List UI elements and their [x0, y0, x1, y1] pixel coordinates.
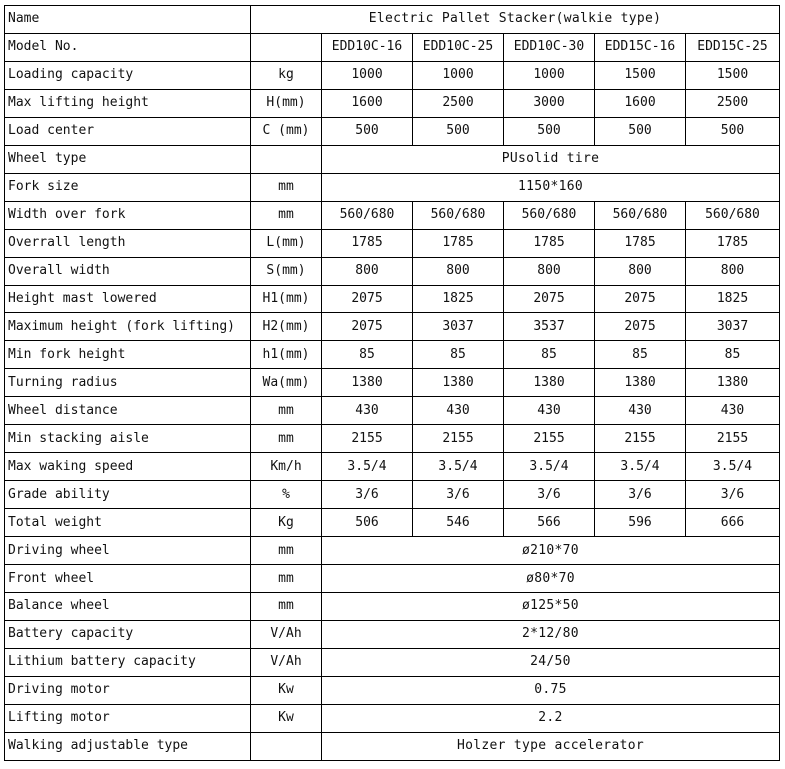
- spec-label: Wheel distance: [5, 397, 251, 425]
- spec-row: [5, 173, 780, 201]
- spec-label: Height mast lowered: [5, 285, 251, 313]
- spec-row: [5, 229, 780, 257]
- spec-row: [5, 593, 780, 621]
- spec-unit: mm: [251, 593, 322, 621]
- spec-unit: Kg: [251, 509, 322, 537]
- model-label: Model No.: [5, 33, 251, 61]
- spec-label: Turning radius: [5, 369, 251, 397]
- spec-value: 1380: [322, 369, 413, 397]
- spec-value: 3000: [504, 89, 595, 117]
- spec-unit: V/Ah: [251, 648, 322, 676]
- spec-value: 85: [595, 341, 686, 369]
- spec-value: 800: [504, 257, 595, 285]
- spec-unit: Kw: [251, 704, 322, 732]
- spec-label: Wheel type: [5, 145, 251, 173]
- spec-label: Walking adjustable type: [5, 732, 251, 760]
- spec-row: [5, 620, 780, 648]
- spec-value: 596: [595, 509, 686, 537]
- spec-value: 3/6: [504, 481, 595, 509]
- spec-label: Min fork height: [5, 341, 251, 369]
- spec-value: 1380: [504, 369, 595, 397]
- spec-value-span: ø80*70: [322, 565, 780, 593]
- spec-value: 1825: [413, 285, 504, 313]
- spec-label: Fork size: [5, 173, 251, 201]
- spec-label: Lithium battery capacity: [5, 648, 251, 676]
- spec-label: Load center: [5, 117, 251, 145]
- spec-label: Battery capacity: [5, 620, 251, 648]
- spec-value: 3.5/4: [413, 453, 504, 481]
- model-name: EDD15C-16: [595, 33, 686, 61]
- spec-value-span: ø210*70: [322, 537, 780, 565]
- spec-value: 1825: [686, 285, 780, 313]
- spec-value-span: 0.75: [322, 676, 780, 704]
- spec-unit: mm: [251, 537, 322, 565]
- spec-value: 500: [686, 117, 780, 145]
- spec-value: 560/680: [595, 201, 686, 229]
- spec-label: Balance wheel: [5, 593, 251, 621]
- spec-value: 560/680: [413, 201, 504, 229]
- model-unit-cell: [251, 33, 322, 61]
- spec-unit: mm: [251, 173, 322, 201]
- spec-value: 800: [595, 257, 686, 285]
- spec-value: 500: [595, 117, 686, 145]
- spec-value: 85: [504, 341, 595, 369]
- spec-row: [5, 369, 780, 397]
- spec-value-span: 1150*160: [322, 173, 780, 201]
- spec-unit: mm: [251, 565, 322, 593]
- spec-unit: mm: [251, 397, 322, 425]
- spec-row: [5, 61, 780, 89]
- spec-value: 1785: [413, 229, 504, 257]
- spec-value: 3537: [504, 313, 595, 341]
- spec-unit: H2(mm): [251, 313, 322, 341]
- spec-unit: H1(mm): [251, 285, 322, 313]
- spec-value: 1785: [504, 229, 595, 257]
- spec-value: 3.5/4: [504, 453, 595, 481]
- spec-row: [5, 425, 780, 453]
- spec-value: 560/680: [504, 201, 595, 229]
- spec-value: 1785: [322, 229, 413, 257]
- spec-unit: mm: [251, 425, 322, 453]
- spec-value: 430: [686, 397, 780, 425]
- spec-row: [5, 257, 780, 285]
- spec-value: 2155: [413, 425, 504, 453]
- spec-unit: [251, 145, 322, 173]
- spec-value: 1380: [595, 369, 686, 397]
- spec-label: Lifting motor: [5, 704, 251, 732]
- spec-value: 800: [322, 257, 413, 285]
- model-name: EDD10C-30: [504, 33, 595, 61]
- spec-value-span: 2*12/80: [322, 620, 780, 648]
- spec-value: 506: [322, 509, 413, 537]
- spec-value: 2500: [413, 89, 504, 117]
- header-row-models: [5, 33, 780, 61]
- spec-value: 500: [322, 117, 413, 145]
- spec-value: 430: [413, 397, 504, 425]
- spec-value-span: Holzer type accelerator: [322, 732, 780, 760]
- spec-value: 430: [595, 397, 686, 425]
- spec-value: 3037: [686, 313, 780, 341]
- spec-value: 560/680: [686, 201, 780, 229]
- spec-value: 800: [413, 257, 504, 285]
- spec-value: 1600: [595, 89, 686, 117]
- spec-label: Maximum height (fork lifting): [5, 313, 251, 341]
- spec-row: [5, 285, 780, 313]
- spec-value: 1000: [413, 61, 504, 89]
- spec-value: 2075: [322, 313, 413, 341]
- spec-value: 2155: [322, 425, 413, 453]
- spec-unit: Kw: [251, 676, 322, 704]
- spec-value: 2075: [504, 285, 595, 313]
- spec-row: [5, 565, 780, 593]
- spec-value: 3.5/4: [686, 453, 780, 481]
- spec-label: Max lifting height: [5, 89, 251, 117]
- spec-label: Overrall length: [5, 229, 251, 257]
- spec-value: 1500: [595, 61, 686, 89]
- model-name: EDD15C-25: [686, 33, 780, 61]
- spec-unit: %: [251, 481, 322, 509]
- spec-row: [5, 453, 780, 481]
- spec-value: 560/680: [322, 201, 413, 229]
- spec-row: [5, 732, 780, 760]
- spec-row: [5, 201, 780, 229]
- spec-value: 3.5/4: [322, 453, 413, 481]
- spec-value-span: ø125*50: [322, 593, 780, 621]
- spec-value: 1600: [322, 89, 413, 117]
- spec-unit: Wa(mm): [251, 369, 322, 397]
- spec-row: [5, 341, 780, 369]
- spec-row: [5, 117, 780, 145]
- spec-row: [5, 145, 780, 173]
- spec-label: Loading capacity: [5, 61, 251, 89]
- spec-value: 3/6: [413, 481, 504, 509]
- name-label: Name: [5, 6, 251, 34]
- spec-value: 430: [322, 397, 413, 425]
- spec-value: 566: [504, 509, 595, 537]
- model-name: EDD10C-25: [413, 33, 504, 61]
- spec-value: 2155: [686, 425, 780, 453]
- spec-unit: mm: [251, 201, 322, 229]
- spec-value-span: 24/50: [322, 648, 780, 676]
- spec-label: Front wheel: [5, 565, 251, 593]
- header-row-name: [5, 6, 780, 34]
- model-name: EDD10C-16: [322, 33, 413, 61]
- spec-value: 1380: [413, 369, 504, 397]
- spec-unit: L(mm): [251, 229, 322, 257]
- spec-value: 1380: [686, 369, 780, 397]
- spec-table: [4, 5, 780, 761]
- spec-unit: V/Ah: [251, 620, 322, 648]
- spec-value: 800: [686, 257, 780, 285]
- spec-value: 1000: [504, 61, 595, 89]
- product-name: Electric Pallet Stacker(walkie type): [251, 6, 780, 34]
- spec-label: Grade ability: [5, 481, 251, 509]
- spec-value: 1785: [686, 229, 780, 257]
- spec-row: [5, 704, 780, 732]
- spec-unit: [251, 732, 322, 760]
- spec-row: [5, 509, 780, 537]
- spec-value: 85: [686, 341, 780, 369]
- spec-unit: C (mm): [251, 117, 322, 145]
- spec-unit: S(mm): [251, 257, 322, 285]
- spec-value-span: PUsolid tire: [322, 145, 780, 173]
- spec-value: 1500: [686, 61, 780, 89]
- spec-row: [5, 89, 780, 117]
- spec-value: 2155: [504, 425, 595, 453]
- spec-unit: Km/h: [251, 453, 322, 481]
- spec-unit: h1(mm): [251, 341, 322, 369]
- spec-value: 2075: [322, 285, 413, 313]
- spec-row: [5, 313, 780, 341]
- spec-value: 3.5/4: [595, 453, 686, 481]
- spec-row: [5, 397, 780, 425]
- spec-label: Width over fork: [5, 201, 251, 229]
- spec-value: 500: [504, 117, 595, 145]
- spec-label: Overall width: [5, 257, 251, 285]
- spec-unit: H(mm): [251, 89, 322, 117]
- spec-value-span: 2.2: [322, 704, 780, 732]
- spec-row: [5, 481, 780, 509]
- spec-value: 1000: [322, 61, 413, 89]
- spec-value: 85: [322, 341, 413, 369]
- spec-value: 2075: [595, 313, 686, 341]
- spec-table-body: [5, 6, 780, 761]
- spec-row: [5, 676, 780, 704]
- spec-value: 2075: [595, 285, 686, 313]
- spec-value: 430: [504, 397, 595, 425]
- spec-value: 666: [686, 509, 780, 537]
- spec-value: 2500: [686, 89, 780, 117]
- spec-label: Driving motor: [5, 676, 251, 704]
- spec-label: Driving wheel: [5, 537, 251, 565]
- spec-label: Total weight: [5, 509, 251, 537]
- spec-row: [5, 537, 780, 565]
- spec-label: Min stacking aisle: [5, 425, 251, 453]
- spec-unit: kg: [251, 61, 322, 89]
- spec-value: 3/6: [595, 481, 686, 509]
- spec-value: 1785: [595, 229, 686, 257]
- spec-value: 85: [413, 341, 504, 369]
- spec-label: Max waking speed: [5, 453, 251, 481]
- spec-value: 546: [413, 509, 504, 537]
- spec-value: 3037: [413, 313, 504, 341]
- spec-value: 500: [413, 117, 504, 145]
- spec-value: 3/6: [322, 481, 413, 509]
- spec-value: 3/6: [686, 481, 780, 509]
- spec-value: 2155: [595, 425, 686, 453]
- spec-row: [5, 648, 780, 676]
